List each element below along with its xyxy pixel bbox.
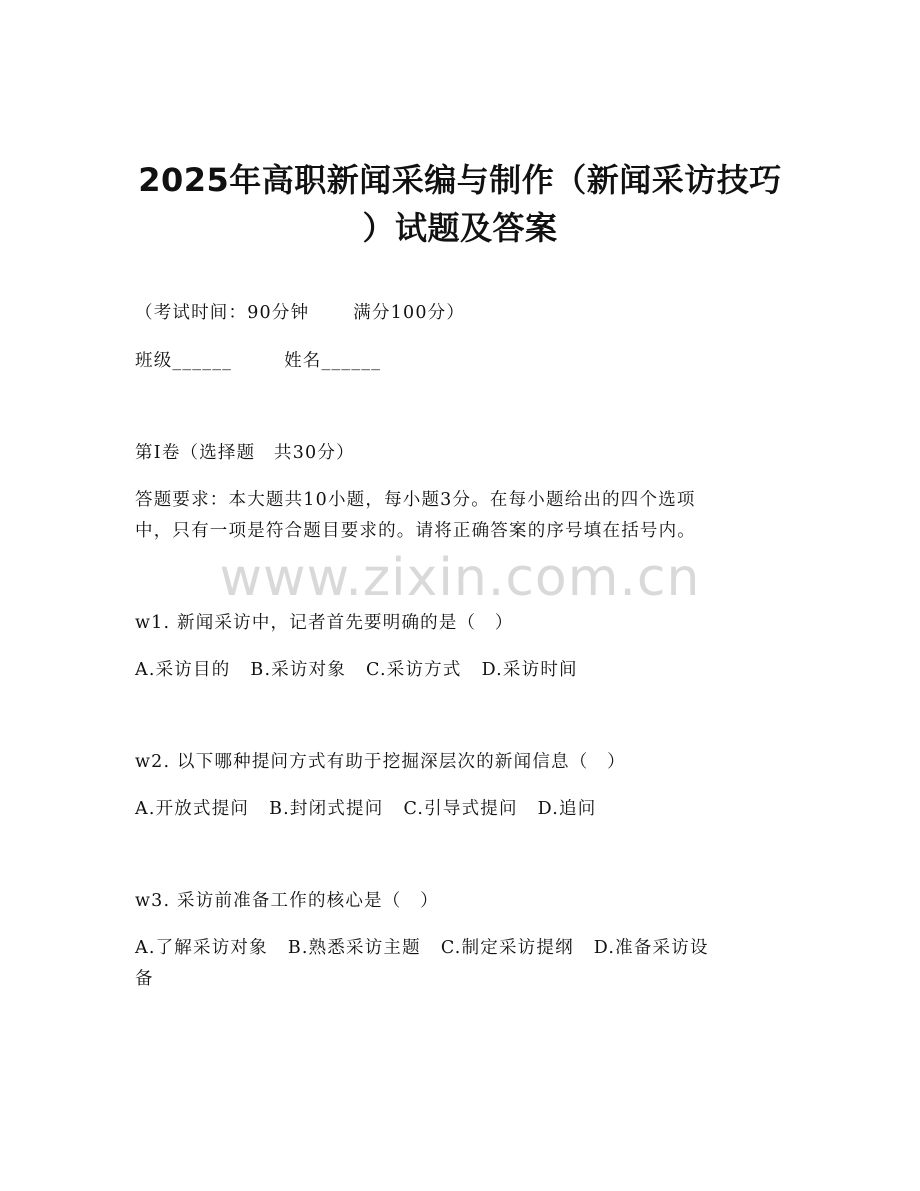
option-a: A.采访目的 [135,660,231,680]
student-info-line [135,349,381,373]
option-c: C.引导式提问 [403,799,518,819]
question-3-stem: w3. 采访前准备工作的核心是（ ） [135,891,439,911]
question-2-stem: w2. 以下哪种提问方式有助于挖掘深层次的新闻信息（ ） [135,752,626,772]
page-title-line1: 2025年高职新闻采编与制作（新闻采访技巧 [138,161,782,199]
question-1-stem: w1. 新闻采访中，记者首先要明确的是（ ） [135,613,514,633]
watermark: www.zixin.com.cn [219,548,701,608]
option-d: D.采访时间 [481,660,578,680]
exam-time: （考试时间：90分钟 [135,303,310,323]
option-c: C.采访方式 [366,660,462,680]
section-heading: 第I卷（选择题 共30分） [135,443,355,463]
page-title-line2: ）试题及答案 [362,209,558,247]
class-field: 班级______ [135,351,233,371]
instructions-line1: 答题要求：本大题共10小题，每小题3分。在每小题给出的四个选项 [135,490,696,510]
question-3-options [135,936,709,960]
question-3-options-wrap: 备 [135,969,154,989]
option-a: A.了解采访对象 [135,938,268,958]
instructions-line2: 中，只有一项是符合题目要求的。请将正确答案的序号填在括号内。 [135,521,696,541]
exam-info-line [135,301,465,325]
option-a: A.开放式提问 [135,799,250,819]
option-d: D.准备采访设 [593,938,709,958]
option-b: B.封闭式提问 [269,799,384,819]
name-field: 姓名______ [284,351,382,371]
question-2-options [135,797,596,821]
option-c: C.制定采访提纲 [440,938,574,958]
option-b: B.采访对象 [250,660,347,680]
question-1-options [135,658,578,682]
option-d: D.追问 [537,799,597,819]
exam-score: 满分100分） [353,303,466,323]
option-b: B.熟悉采访主题 [287,938,421,958]
